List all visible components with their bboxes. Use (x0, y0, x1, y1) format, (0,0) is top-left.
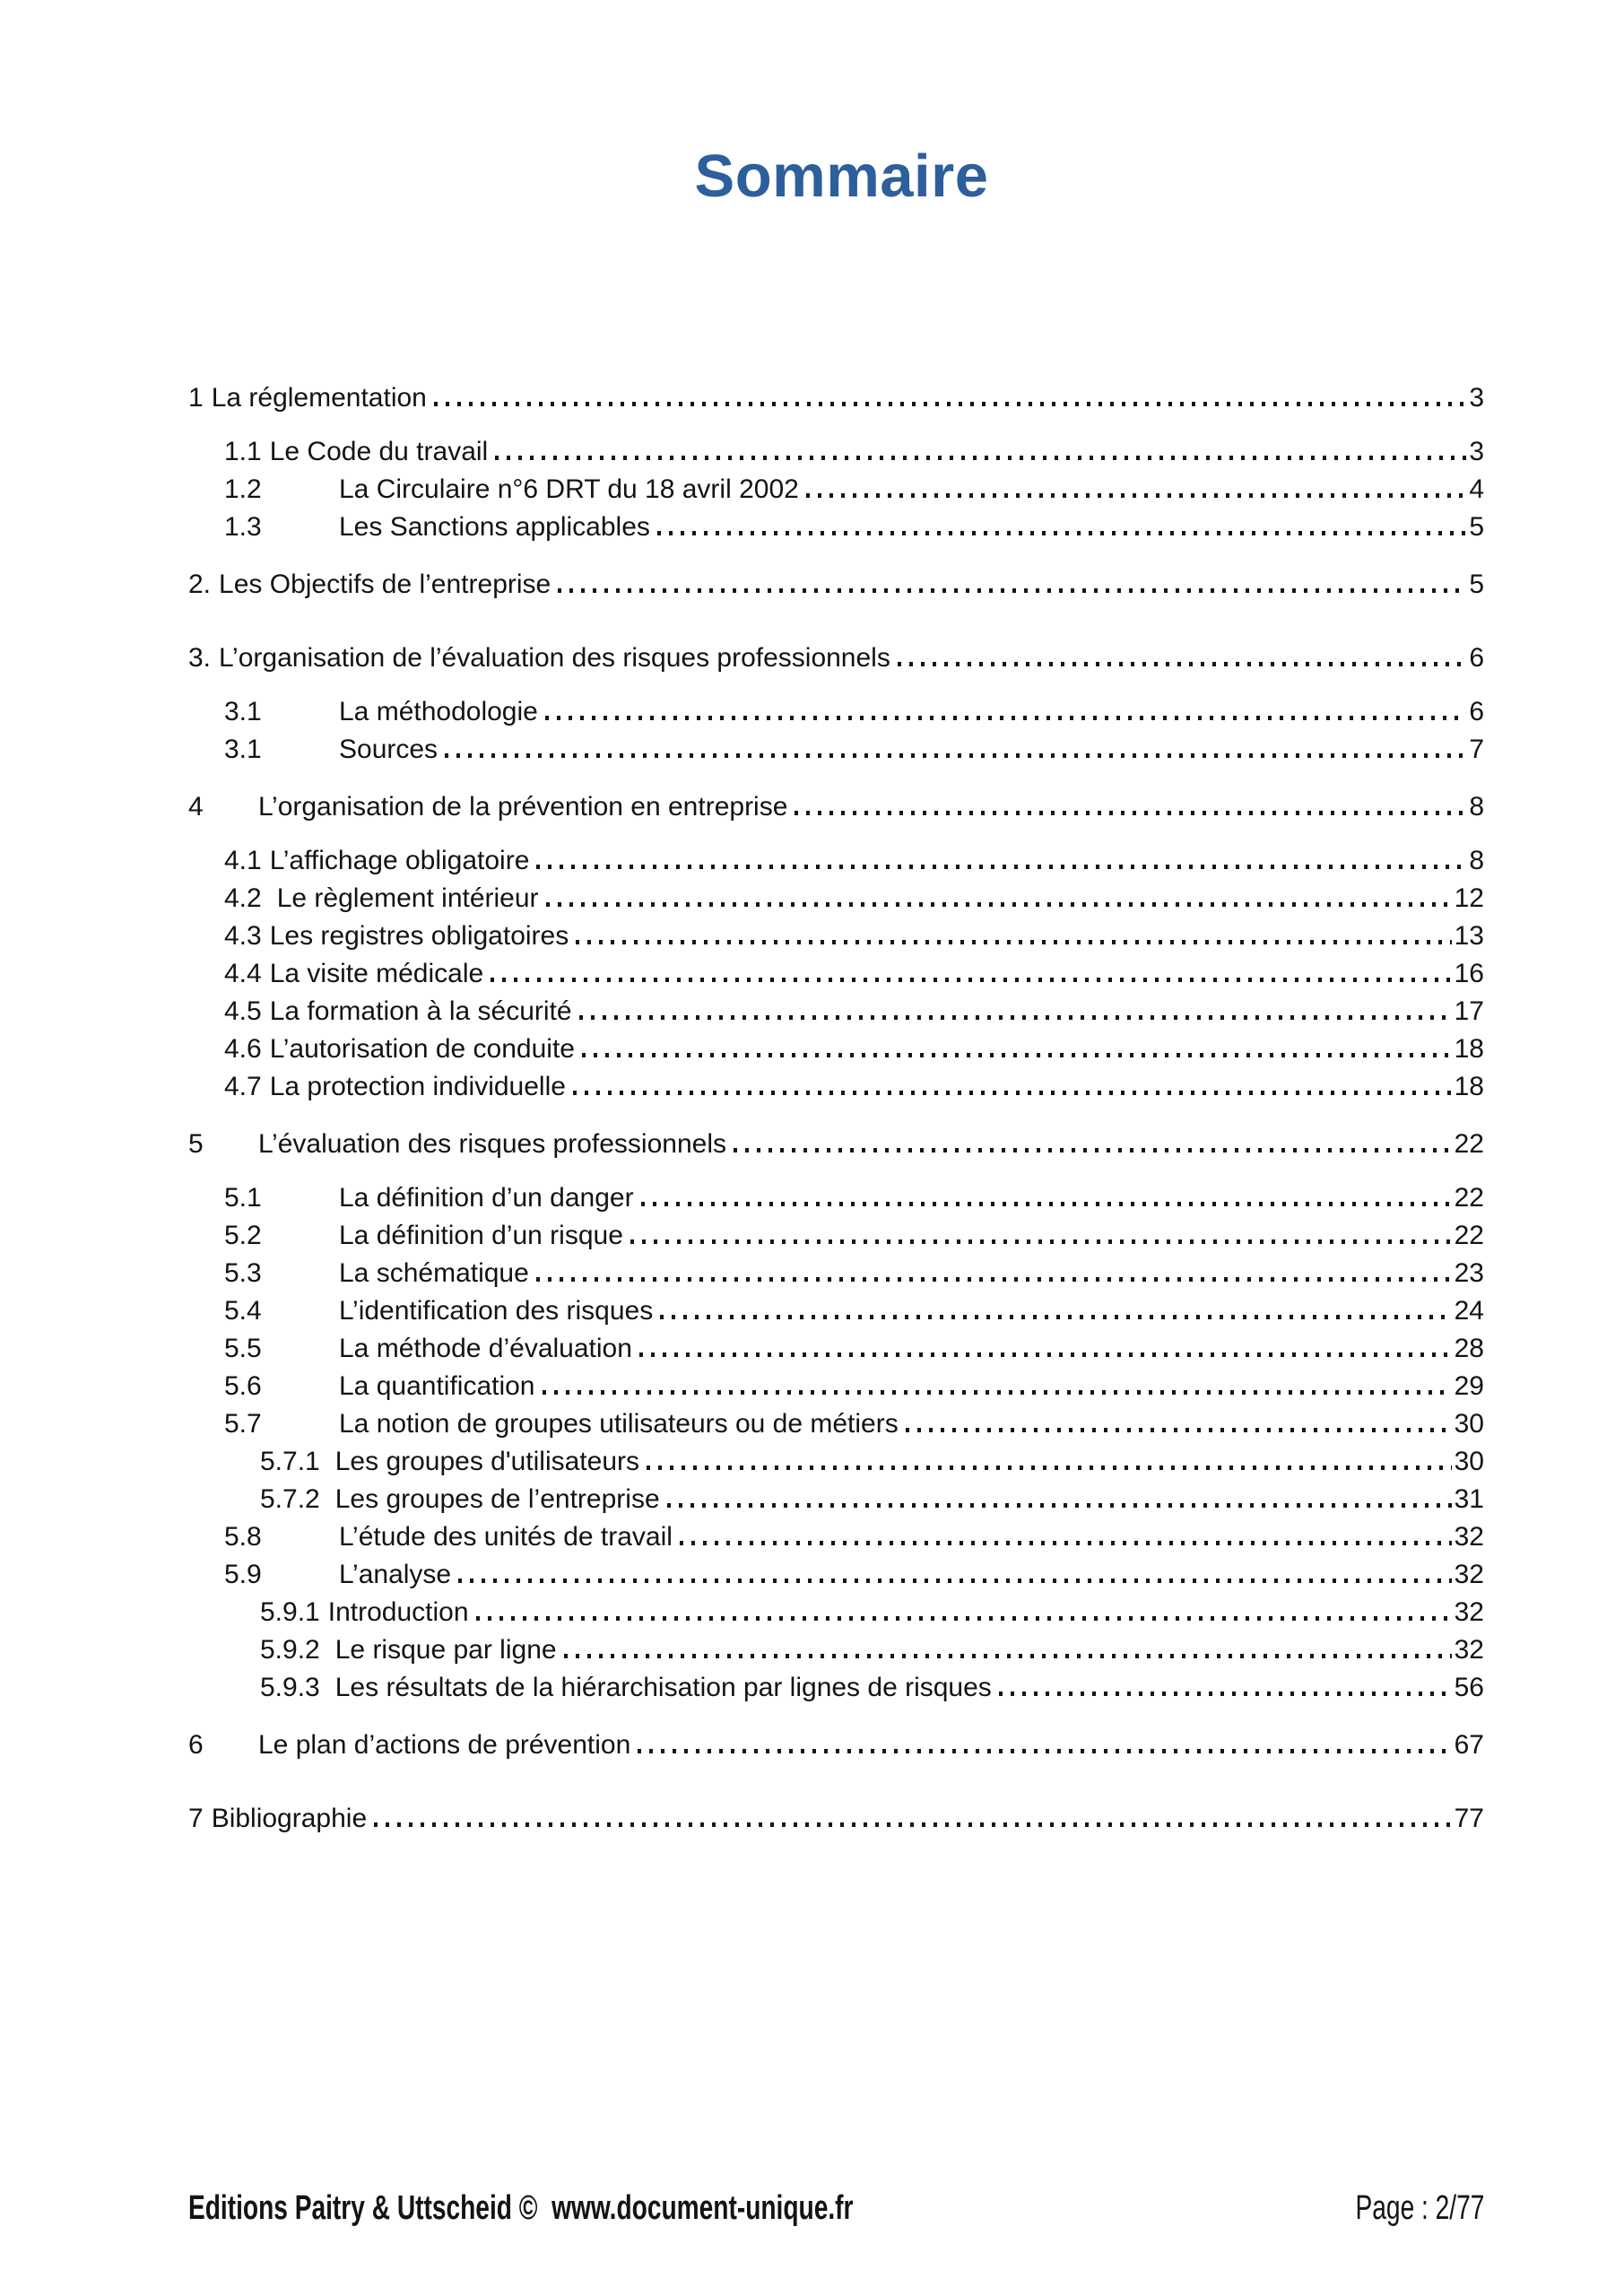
toc-leader-dots (434, 402, 1466, 406)
toc-entry[interactable] (224, 1217, 1484, 1255)
toc-entry-number: 5.3 (224, 1258, 262, 1288)
toc-entry[interactable] (224, 1330, 1484, 1368)
toc-entry[interactable] (188, 379, 1484, 417)
toc-entry[interactable] (188, 1126, 1484, 1163)
toc-entry-page: 32 (1454, 1522, 1484, 1552)
toc-entry-title: La notion de groupes utilisateurs ou de métiers (339, 1409, 899, 1439)
toc-entry-title: La définition d’un danger (339, 1183, 634, 1213)
toc-entry-page: 22 (1454, 1129, 1484, 1159)
toc-entry-title: L’affichage obligatoire (269, 846, 530, 875)
toc-leader-dots (576, 940, 1451, 944)
toc-entry-page: 67 (1454, 1730, 1484, 1760)
toc-entry-number: 5.2 (224, 1221, 262, 1250)
toc-leader-dots (667, 1503, 1452, 1508)
toc-entry[interactable] (224, 955, 1484, 993)
table-of-contents (188, 379, 1484, 1854)
toc-entry-title: La méthode d’évaluation (339, 1334, 632, 1363)
toc-entry-page: 18 (1454, 1072, 1484, 1101)
toc-entry-page: 7 (1469, 735, 1484, 764)
toc-entry-number: 5.7.1 (260, 1447, 320, 1476)
toc-leader-dots (536, 865, 1466, 869)
toc-entry-number: 5.9 (224, 1560, 262, 1589)
toc-leader-dots (579, 1015, 1452, 1020)
toc-entry-page: 5 (1469, 570, 1484, 599)
toc-entry-page: 31 (1454, 1484, 1484, 1514)
toc-entry-title: L’autorisation de conduite (269, 1034, 575, 1064)
toc-entry-number: 5.9.2 (260, 1635, 320, 1665)
toc-entry-page: 30 (1454, 1409, 1484, 1439)
toc-entry-page: 18 (1454, 1034, 1484, 1064)
toc-entry-title: La définition d’un risque (339, 1221, 623, 1250)
toc-leader-dots (657, 531, 1466, 535)
toc-entry-page: 32 (1454, 1597, 1484, 1627)
toc-entry-number: 1.1 (224, 437, 262, 466)
toc-leader-dots (558, 588, 1466, 593)
toc-entry[interactable] (260, 1669, 1484, 1707)
toc-entry[interactable] (224, 1255, 1484, 1292)
toc-entry-title: Les résultats de la hiérarchisation par lignes de risques (334, 1673, 992, 1702)
toc-entry-number: 3.1 (224, 735, 262, 764)
toc-entry-page: 13 (1454, 921, 1484, 951)
toc-entry-page: 23 (1454, 1258, 1484, 1288)
toc-entry-title: L’identification des risques (339, 1296, 654, 1326)
toc-entry-title: Les Objectifs de l’entreprise (219, 570, 551, 599)
toc-entry-number: 4.5 (224, 996, 262, 1026)
toc-entry-page: 6 (1469, 643, 1484, 673)
toc-entry-number: 5.4 (224, 1296, 262, 1326)
toc-entry-number: 5.7 (224, 1409, 262, 1439)
toc-entry-title: Les groupes d'utilisateurs (334, 1447, 639, 1476)
toc-entry-title: Le plan d’actions de prévention (258, 1730, 631, 1760)
toc-entry-title: L’organisation de la prévention en entreprise (258, 792, 788, 822)
toc-entry[interactable] (224, 1368, 1484, 1405)
toc-entry-page: 32 (1454, 1560, 1484, 1589)
toc-entry[interactable] (224, 1405, 1484, 1443)
toc-entry-number: 5.1 (224, 1183, 262, 1213)
toc-entry-page: 24 (1454, 1296, 1484, 1326)
toc-entry[interactable] (224, 880, 1484, 918)
toc-entry-title: Bibliographie (211, 1804, 368, 1833)
toc-entry-title: L’étude des unités de travail (339, 1522, 673, 1552)
toc-entry-number: 1.3 (224, 512, 262, 542)
toc-entry-number: 4.7 (224, 1072, 262, 1101)
toc-entry[interactable] (224, 1556, 1484, 1594)
toc-entry-title: La quantification (339, 1371, 535, 1401)
toc-entry[interactable] (260, 1481, 1484, 1518)
toc-entry-number: 5 (188, 1129, 204, 1159)
toc-entry[interactable] (188, 639, 1484, 677)
toc-entry-page: 8 (1469, 792, 1484, 822)
toc-entry-page: 12 (1454, 883, 1484, 913)
toc-entry-page: 3 (1469, 437, 1484, 466)
toc-entry-number: 6 (188, 1730, 204, 1760)
toc-leader-dots (638, 1749, 1451, 1753)
toc-entry-number: 3. (188, 643, 212, 673)
toc-leader-dots (795, 811, 1466, 815)
toc-entry-page: 30 (1454, 1447, 1484, 1476)
toc-entry[interactable] (260, 1631, 1484, 1669)
toc-entry-title: La réglementation (211, 383, 427, 413)
toc-entry-title: Introduction (327, 1597, 469, 1627)
toc-entry-title: La méthodologie (339, 697, 538, 726)
toc-entry-number: 3.1 (224, 697, 262, 726)
toc-entry[interactable] (188, 1800, 1484, 1838)
toc-entry-number: 2. (188, 570, 212, 599)
toc-entry-title: L’évaluation des risques professionnels (258, 1129, 726, 1159)
page-footer (188, 2189, 1484, 2229)
toc-entry-title: Le risque par ligne (334, 1635, 557, 1665)
toc-entry-page: 17 (1454, 996, 1484, 1026)
toc-entry[interactable] (188, 566, 1484, 604)
toc-leader-dots (999, 1692, 1452, 1696)
toc-leader-dots (641, 1202, 1452, 1206)
toc-entry[interactable] (224, 433, 1484, 471)
toc-leader-dots (582, 1053, 1452, 1057)
toc-leader-dots (476, 1616, 1452, 1621)
toc-entry-page: 22 (1454, 1221, 1484, 1250)
toc-entry-title: La Circulaire n°6 DRT du 18 avril 2002 (339, 474, 799, 504)
toc-entry-title: L’organisation de l’évaluation des risques professionnels (219, 643, 890, 673)
toc-entry-number: 5.7.2 (260, 1484, 320, 1514)
footer-page-number: Page : 2/77 (1355, 2189, 1484, 2227)
toc-entry[interactable] (224, 731, 1484, 769)
toc-leader-dots (445, 753, 1466, 758)
toc-leader-dots (543, 1390, 1452, 1395)
toc-entry-number: 7 (188, 1804, 204, 1833)
toc-leader-dots (573, 1091, 1452, 1095)
toc-entry-number: 4.4 (224, 959, 262, 988)
toc-entry-number: 4.3 (224, 921, 262, 951)
toc-leader-dots (734, 1148, 1452, 1152)
toc-entry[interactable] (224, 509, 1484, 546)
toc-entry-number: 5.9.3 (260, 1673, 320, 1702)
toc-entry-page: 32 (1454, 1635, 1484, 1665)
toc-entry[interactable] (188, 788, 1484, 826)
toc-entry-number: 5.9.1 (260, 1597, 320, 1627)
toc-entry-title: Les registres obligatoires (269, 921, 569, 951)
toc-entry-number: 4.2 (224, 883, 262, 913)
toc-entry-title: Les groupes de l’entreprise (334, 1484, 660, 1514)
toc-entry-title: Sources (339, 735, 439, 764)
toc-entry-page: 4 (1469, 474, 1484, 504)
toc-entry-title: La schématique (339, 1258, 529, 1288)
toc-leader-dots (546, 902, 1452, 907)
toc-entry-page: 5 (1469, 512, 1484, 542)
toc-leader-dots (660, 1315, 1451, 1319)
toc-entry-page: 8 (1469, 846, 1484, 875)
toc-entry-title: L’analyse (339, 1560, 452, 1589)
toc-leader-dots (680, 1541, 1452, 1545)
toc-entry-number: 1.2 (224, 474, 262, 504)
toc-entry-number: 5.8 (224, 1522, 262, 1552)
toc-entry[interactable] (224, 993, 1484, 1031)
toc-entry[interactable] (260, 1443, 1484, 1481)
toc-entry[interactable] (224, 1292, 1484, 1330)
toc-entry-page: 29 (1454, 1371, 1484, 1401)
toc-entry[interactable] (224, 693, 1484, 731)
toc-entry-title: Les Sanctions applicables (339, 512, 650, 542)
toc-entry-page: 6 (1469, 697, 1484, 726)
toc-entry[interactable] (224, 1518, 1484, 1556)
toc-entry-number: 1 (188, 383, 204, 413)
footer-publisher: Editions Paitry & Uttscheid © www.document-unique.fr (188, 2189, 854, 2227)
toc-leader-dots (630, 1239, 1452, 1244)
toc-leader-dots (639, 1352, 1452, 1357)
toc-leader-dots (536, 1277, 1452, 1282)
toc-entry-page: 16 (1454, 959, 1484, 988)
toc-entry-page: 77 (1454, 1804, 1484, 1833)
toc-entry[interactable] (224, 1068, 1484, 1106)
toc-entry-title: La protection individuelle (269, 1072, 566, 1101)
toc-entry-title: La formation à la sécurité (269, 996, 572, 1026)
toc-entry-page: 56 (1454, 1673, 1484, 1702)
toc-entry-title: Le règlement intérieur (276, 883, 539, 913)
toc-entry-page: 28 (1454, 1334, 1484, 1363)
toc-leader-dots (647, 1465, 1452, 1470)
toc-entry[interactable] (260, 1594, 1484, 1631)
toc-entry-number: 5.6 (224, 1371, 262, 1401)
toc-entry-title: La visite médicale (269, 959, 484, 988)
toc-entry[interactable] (224, 471, 1484, 509)
toc-leader-dots (458, 1578, 1452, 1583)
toc-entry-number: 4.6 (224, 1034, 262, 1064)
toc-leader-dots (806, 493, 1466, 498)
toc-entry[interactable] (224, 918, 1484, 955)
toc-entry[interactable] (224, 842, 1484, 880)
toc-entry-number: 4 (188, 792, 204, 822)
toc-entry[interactable] (188, 1726, 1484, 1764)
toc-entry-title: Le Code du travail (269, 437, 489, 466)
toc-entry-page: 22 (1454, 1183, 1484, 1213)
toc-entry[interactable] (224, 1031, 1484, 1068)
toc-leader-dots (898, 662, 1466, 666)
toc-leader-dots (545, 716, 1466, 720)
toc-entry-number: 4.1 (224, 846, 262, 875)
page-title: Sommaire (694, 143, 989, 210)
toc-entry-number: 5.5 (224, 1334, 262, 1363)
toc-leader-dots (564, 1654, 1452, 1658)
toc-leader-dots (495, 456, 1466, 460)
toc-entry[interactable] (224, 1179, 1484, 1217)
toc-entry-page: 3 (1469, 383, 1484, 413)
toc-leader-dots (374, 1822, 1451, 1827)
toc-leader-dots (491, 978, 1451, 982)
toc-leader-dots (906, 1428, 1452, 1432)
